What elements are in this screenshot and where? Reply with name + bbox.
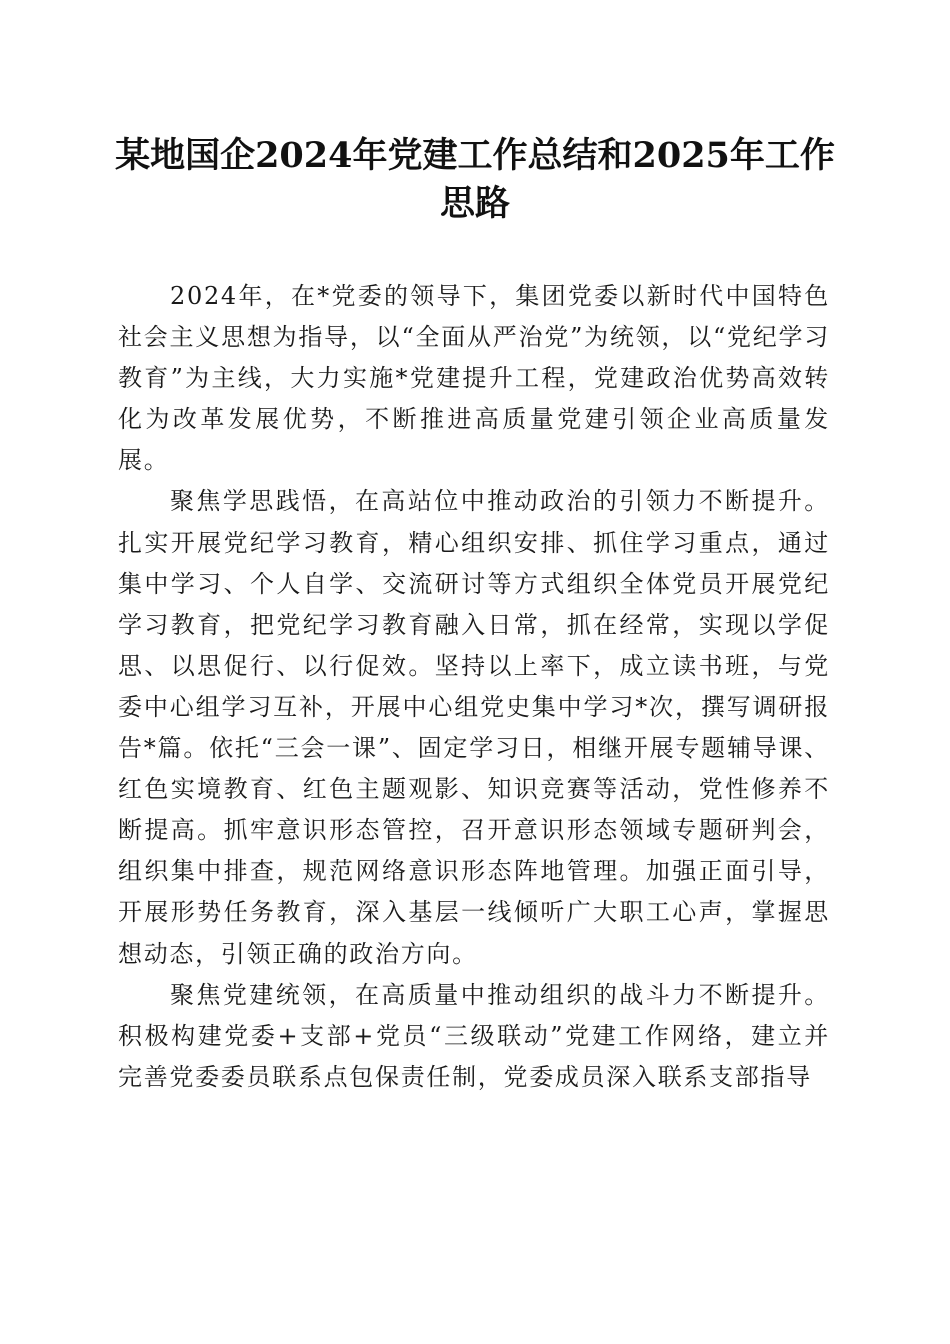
paragraph-party-building: 聚焦党建统领，在高质量中推动组织的战斗力不断提升。积极构建党委+支部+党员“三级联动”党建工作网络，建立并完善党委委员联系点包保责任制，党委成员深入联系支部指导 — [118, 980, 830, 1091]
paragraph-political-leadership: 聚焦学思践悟，在高站位中推动政治的引领力不断提升。扎实开展党纪学习教育，精心组织安排、抓住学习重点，通过集中学习、个人自学、交流研讨等方式组织全体党员开展党纪学习教育，把党纪学习教育融入日常，抓在经常，实现以学促思、以思促行、以行促效。坚持以上率下，成立读书班，与党委中心组学习互补，开展中心组党史集中学习*次，撰写调研报告*篇。依托“三会一课”、固定学习日，相继开展专题辅导课、红色实境教育、红色主题观影、知识竞赛等活动，党性修养不断提高。抓牢意识形态管控，召开意识形态领域专题研判会，组织集中排查，规范网络意识形态阵地管理。加强正面引导，开展形势任务教育，深入基层一线倾听广大职工心声，掌握思想动态，引领正确的政治方向。 — [118, 487, 830, 968]
document-title: 某地国企2024年党建工作总结和2025年工作思路 — [115, 135, 835, 224]
document-body — [118, 276, 830, 1098]
paragraph-intro: 2024年，在*党委的领导下，集团党委以新时代中国特色社会主义思想为指导，以“全面从严治党”为统领，以“党纪学习教育”为主线，大力实施*党建提升工程，党建政治优势高效转化为改革发展优势，不断推进高质量党建引领企业高质量发展。 — [118, 282, 830, 475]
